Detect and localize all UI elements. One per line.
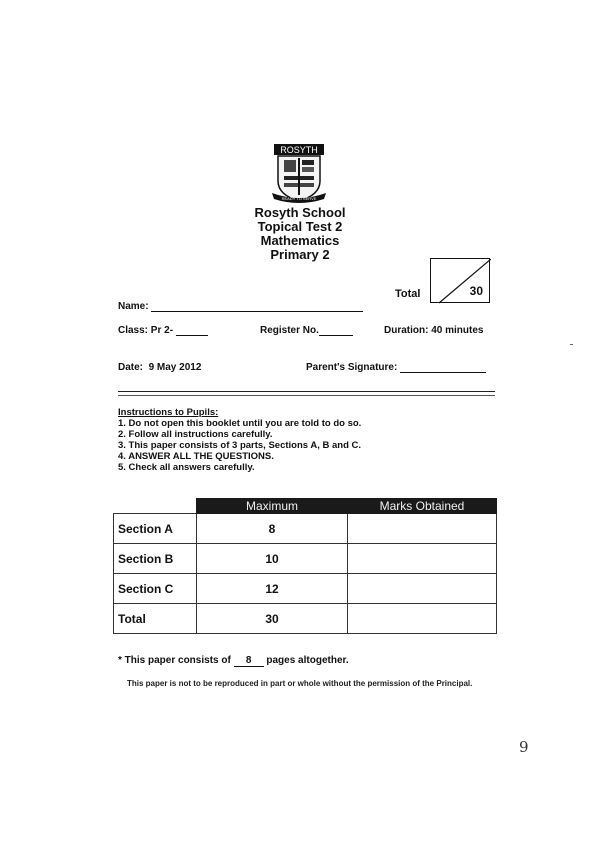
table-row: [114, 574, 497, 604]
page-number: 9: [519, 738, 529, 756]
section-obtained[interactable]: [348, 544, 497, 574]
signature-label: Parent's Signature:: [306, 362, 398, 373]
school-name: Rosyth School: [254, 205, 346, 220]
name-label: Name:: [118, 301, 149, 312]
marks-table-header: [114, 499, 497, 514]
section-max: 12: [197, 574, 348, 604]
section-obtained[interactable]: [348, 514, 497, 544]
section-max: 10: [197, 544, 348, 574]
marks-table: [113, 498, 497, 634]
date-field: [118, 362, 201, 373]
svg-text:ROSYTH: ROSYTH: [280, 145, 318, 155]
section-label: Section A: [114, 514, 197, 544]
instructions-title: Instructions to Pupils:: [118, 407, 219, 418]
pages-value: 8: [234, 655, 264, 667]
total-row-obtained[interactable]: [348, 604, 497, 634]
instructions-list: [118, 418, 361, 473]
scan-mark: [570, 344, 573, 345]
test-name: Topical Test 2: [257, 219, 343, 234]
duration-field: [384, 325, 483, 336]
duration-value: 40 minutes: [431, 325, 484, 336]
separator-line: [118, 391, 495, 392]
svg-text:READY TO SERVE: READY TO SERVE: [281, 196, 317, 201]
section-obtained[interactable]: [348, 574, 497, 604]
name-field: [118, 301, 363, 312]
register-blank[interactable]: [319, 335, 353, 336]
date-value: 9 May 2012: [148, 362, 202, 373]
instruction-item: 3. This paper consists of 3 parts, Sections A, B and C.: [118, 440, 362, 451]
instruction-item: 1. Do not open this booklet until you are told to do so.: [118, 418, 362, 429]
total-score-value: 30: [469, 284, 483, 298]
class-label: Class:: [118, 325, 149, 336]
section-max: 8: [197, 514, 348, 544]
table-row: [114, 604, 497, 634]
subject-name: Mathematics: [260, 233, 340, 248]
class-blank[interactable]: [176, 335, 208, 336]
school-crest: [268, 143, 330, 205]
date-label: Date:: [118, 362, 144, 373]
reproduction-notice: This paper is not to be reproduced in part or whole without the permission of the Principal.: [127, 679, 473, 688]
school-header: [200, 206, 400, 262]
class-field: [118, 325, 208, 336]
header-marks-obtained: Marks Obtained: [348, 499, 497, 514]
instruction-item: 2. Follow all instructions carefully.: [118, 429, 273, 440]
name-blank[interactable]: [151, 311, 363, 312]
separator-line: [118, 395, 495, 396]
signature-blank[interactable]: [400, 372, 486, 373]
pages-note: [118, 655, 349, 667]
instruction-item: 4. ANSWER ALL THE QUESTIONS.: [118, 451, 274, 462]
signature-field: [306, 362, 486, 373]
duration-label: Duration:: [384, 325, 429, 336]
table-row: [114, 544, 497, 574]
level-name: Primary 2: [270, 247, 330, 262]
section-label: Section C: [114, 574, 197, 604]
instruction-item: 5. Check all answers carefully.: [118, 462, 255, 473]
header-spacer: [114, 499, 197, 514]
header-maximum: Maximum: [197, 499, 348, 514]
pages-prefix: * This paper consists of: [118, 655, 231, 666]
instructions: [118, 407, 361, 473]
total-row-max: 30: [197, 604, 348, 634]
total-score-box: [430, 258, 490, 303]
section-label: Section B: [114, 544, 197, 574]
total-label: Total: [395, 288, 421, 300]
register-label: Register No.: [260, 325, 319, 336]
pages-suffix: pages altogether.: [266, 655, 349, 666]
class-value: Pr 2-: [150, 325, 174, 336]
register-field: [260, 325, 353, 336]
total-row-label: Total: [114, 604, 197, 634]
table-row: [114, 514, 497, 544]
